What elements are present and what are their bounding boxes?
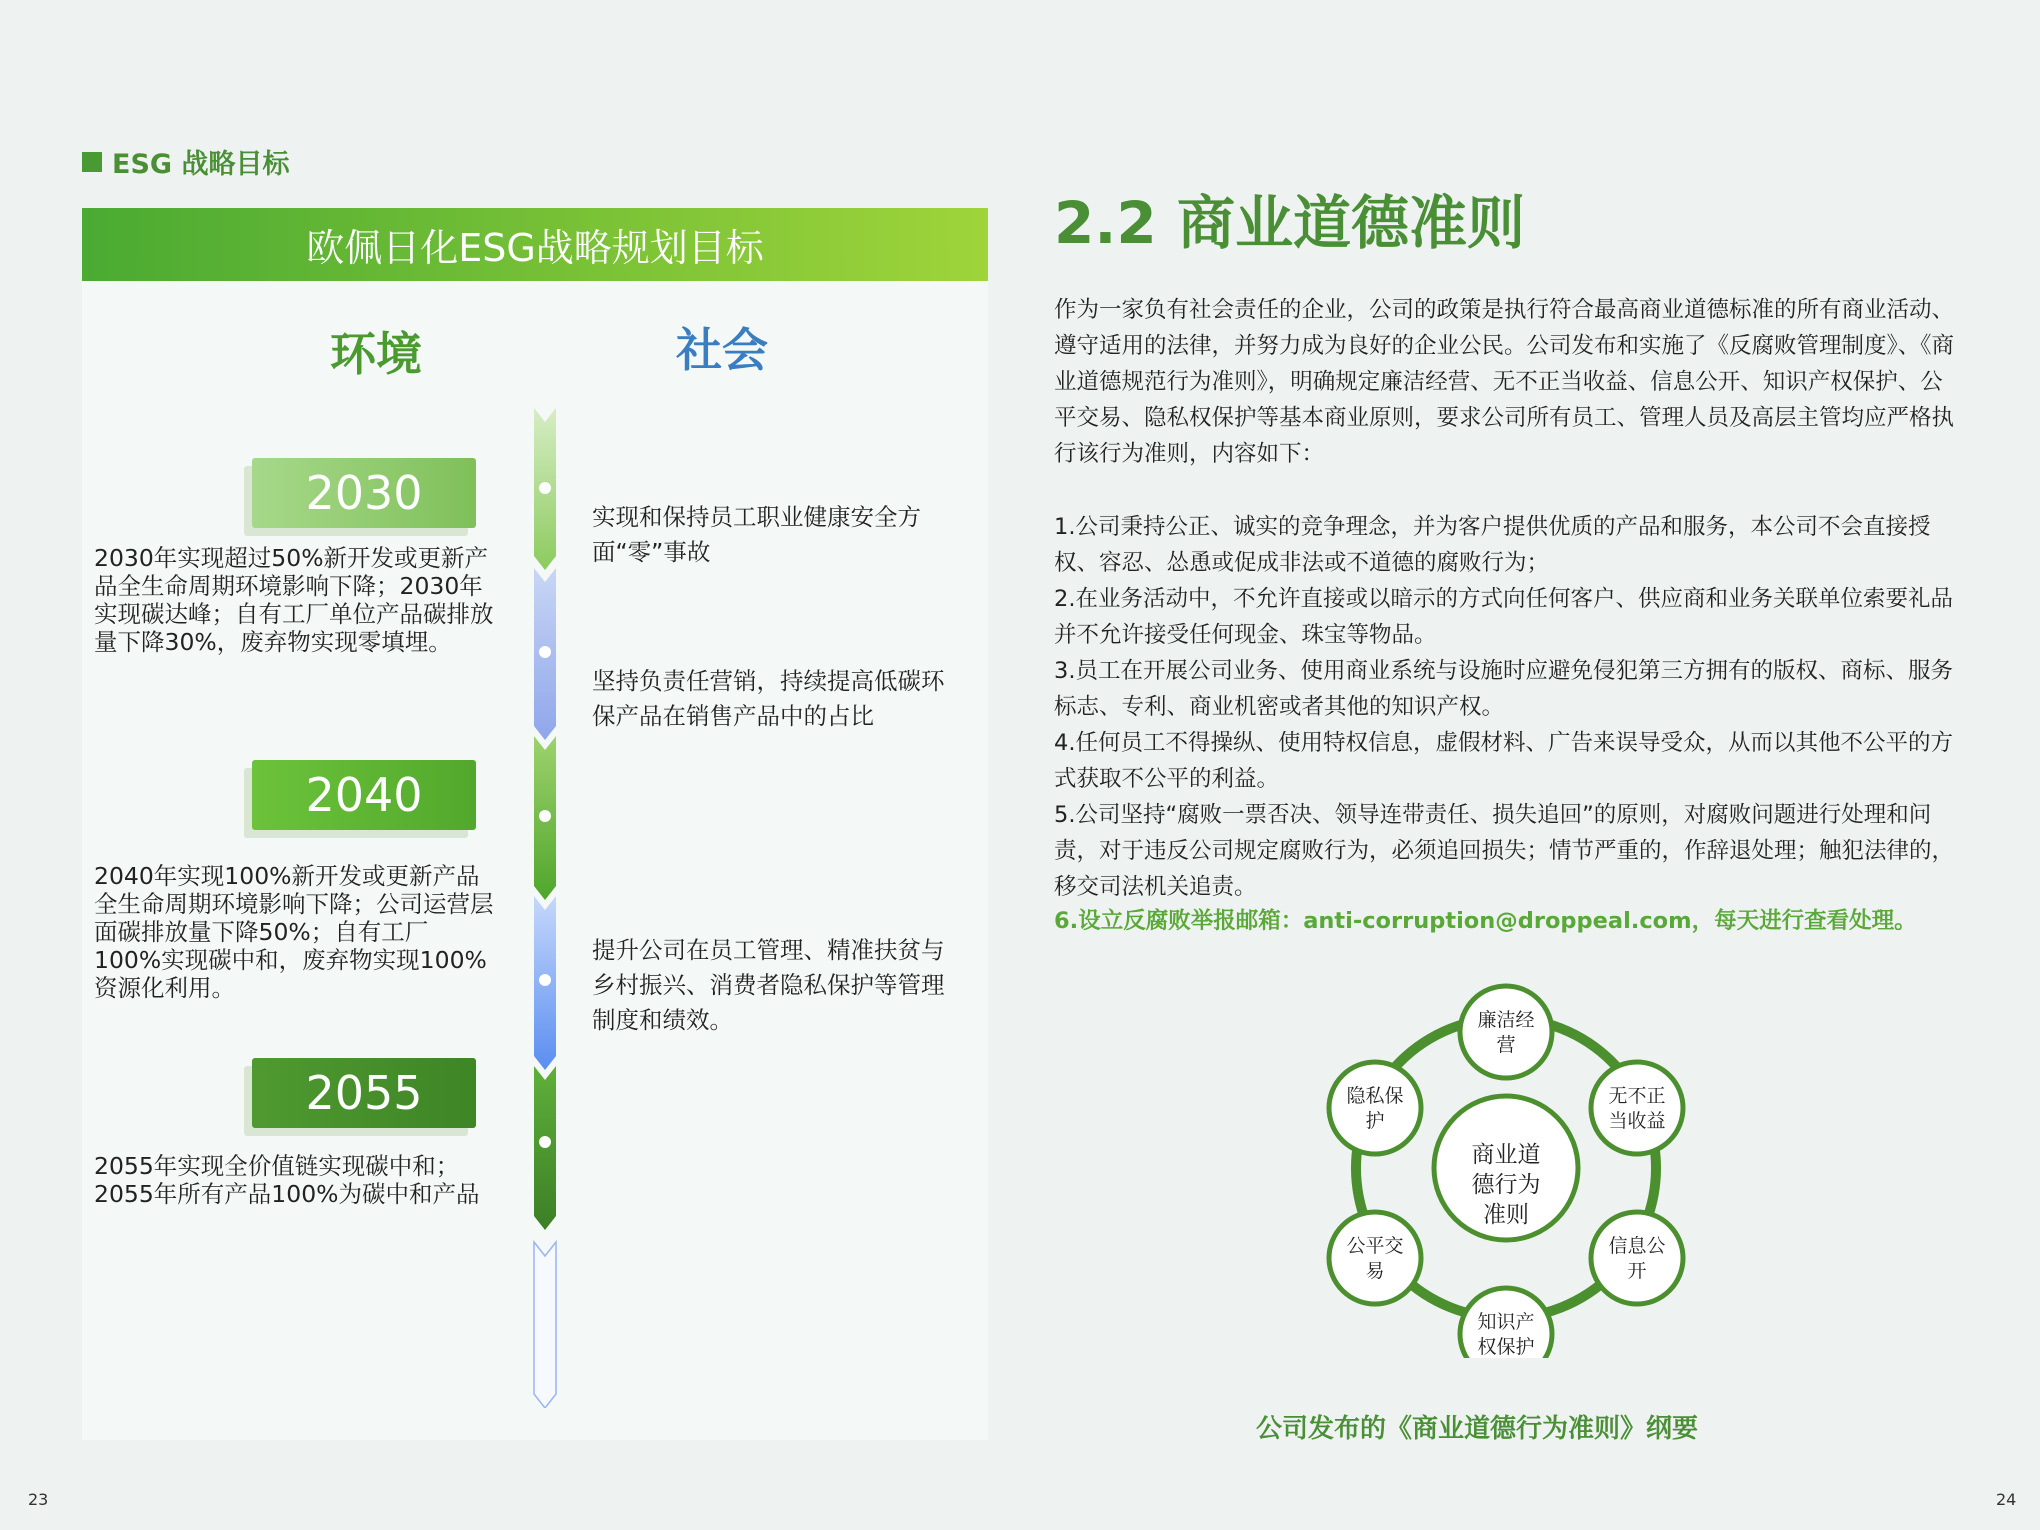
node-privacy-protection — [1329, 1062, 1421, 1154]
node-ip-protection — [1460, 1288, 1552, 1358]
timeline-dot-5 — [539, 1136, 551, 1148]
soc-goal-3: 提升公司在员工管理、精准扶贫与乡村振兴、消费者隐私保护等管理制度和绩效。 — [592, 936, 945, 1034]
timeline-dot-4 — [539, 974, 551, 986]
svg-text:隐私保: 隐私保 — [1346, 1085, 1404, 1107]
rule-item-2: 2.在业务活动中，不允许直接或以暗示的方式向任何客户、供应商和业务关联单位索要礼品并不允许接受任何现金、珠宝等物品。 — [1054, 586, 1953, 648]
rule-item-1: 1.公司秉持公正、诚实的竞争理念，并为客户提供优质的产品和服务，本公司不会直接授权、容忍、怂恿或促成非法或不道德的腐败行为； — [1054, 514, 1931, 576]
timeline-segment-6 — [534, 1242, 556, 1408]
section-label-text: ESG 战略目标 — [112, 149, 290, 180]
soc-goal-2: 坚持负责任营销，持续提高低碳环保产品在销售产品中的占比 — [592, 667, 945, 730]
svg-text:易: 易 — [1365, 1260, 1385, 1282]
report-email-note: 6.设立反腐败举报邮箱：anti-corruption@droppeal.com，每天进行查看处理。 — [1054, 908, 1917, 934]
center-line-2: 德行为 — [1471, 1172, 1541, 1198]
timeline-dot-2 — [539, 646, 551, 658]
env-goal-2055: 2055年实现全价值链实现碳中和；2055年所有产品100%为碳中和产品 — [94, 1152, 480, 1208]
diagram-caption: 公司发布的《商业道德行为准则》纲要 — [1256, 1414, 1699, 1444]
society-heading: 社会 — [676, 323, 768, 377]
page-number-left: 23 — [28, 1490, 49, 1509]
soc-goal-1: 实现和保持员工职业健康安全方面“零”事故 — [592, 503, 921, 566]
center-line-1: 商业道 — [1471, 1142, 1541, 1168]
svg-text:无不正: 无不正 — [1608, 1085, 1666, 1107]
svg-text:开: 开 — [1627, 1260, 1647, 1282]
env-goal-2030: 2030年实现超过50%新开发或更新产品全生命周期环境影响下降；2030年实现碳达峰；自有工厂单位产品碳排放量下降30%，废弃物实现零填埋。 — [94, 544, 494, 656]
rule-item-3: 3.员工在开展公司业务、使用商业系统与设施时应避免侵犯第三方拥有的版权、商标、服务标志、专利、商业机密或者其他的知识产权。 — [1054, 658, 1953, 720]
node-fair-trade — [1329, 1212, 1421, 1304]
intro-paragraph: 作为一家负有社会责任的企业，公司的政策是执行符合最高商业道德标准的所有商业活动、遵守适用的法律，并努力成为良好的企业公民。公司发布和实施了《反腐败管理制度》、《商业道德规范行为准则》，明确规定廉洁经营、无不正当收益、信息公开、知识产权保护、公平交易、隐私权保护等基本商业原则，要求公司所有员工、管理人员及高层主管均应严格执行该行为准则，内容如下： — [1054, 297, 1955, 467]
rule-item-4: 4.任何员工不得操纵、使用特权信息，虚假材料、广告来误导受众，从而以其他不公平的方式获取不公平的利益。 — [1054, 730, 1953, 792]
square-bullet-icon — [82, 152, 102, 172]
node-integrity — [1460, 986, 1552, 1078]
svg-text:公平交: 公平交 — [1346, 1235, 1404, 1257]
svg-text:廉洁经: 廉洁经 — [1477, 1009, 1535, 1031]
center-line-3: 准则 — [1483, 1202, 1529, 1228]
timeline-dot-1 — [539, 482, 551, 494]
section-label — [82, 142, 289, 181]
timeline-dot-3 — [539, 810, 551, 822]
node-no-improper-gain — [1591, 1062, 1683, 1154]
svg-text:权保护: 权保护 — [1477, 1336, 1535, 1358]
svg-text:营: 营 — [1496, 1034, 1516, 1056]
timeline-arrows — [528, 408, 562, 1408]
svg-text:知识产: 知识产 — [1477, 1311, 1535, 1333]
page-title: 2.2 商业道德准则 — [1054, 189, 1525, 257]
rule-item-5: 5.公司坚持“腐败一票否决、领导连带责任、损失追回”的原则，对腐败问题进行处理和问责，对于违反公司规定腐败行为，必须追回损失；情节严重的，作辞退处理；触犯法律的，移交司法机关追责。 — [1054, 802, 1955, 900]
environment-heading: 环境 — [330, 327, 422, 381]
year-badge-2055: 2055 — [252, 1058, 476, 1128]
ethics-diagram — [1316, 978, 1696, 1358]
svg-text:信息公: 信息公 — [1608, 1235, 1666, 1257]
node-information-disclosure — [1591, 1212, 1683, 1304]
page-number-right: 24 — [1996, 1490, 2017, 1509]
year-badge-2030: 2030 — [252, 458, 476, 528]
env-goal-2040: 2040年实现100%新开发或更新产品全生命周期环境影响下降；公司运营层面碳排放量下降50%；自有工厂100%实现碳中和，废弃物实现100%资源化利用。 — [94, 862, 494, 1002]
svg-text:当收益: 当收益 — [1608, 1110, 1666, 1132]
svg-text:护: 护 — [1365, 1110, 1385, 1132]
banner-title: 欧佩日化ESG战略规划目标 — [82, 208, 988, 281]
year-badge-2040: 2040 — [252, 760, 476, 830]
